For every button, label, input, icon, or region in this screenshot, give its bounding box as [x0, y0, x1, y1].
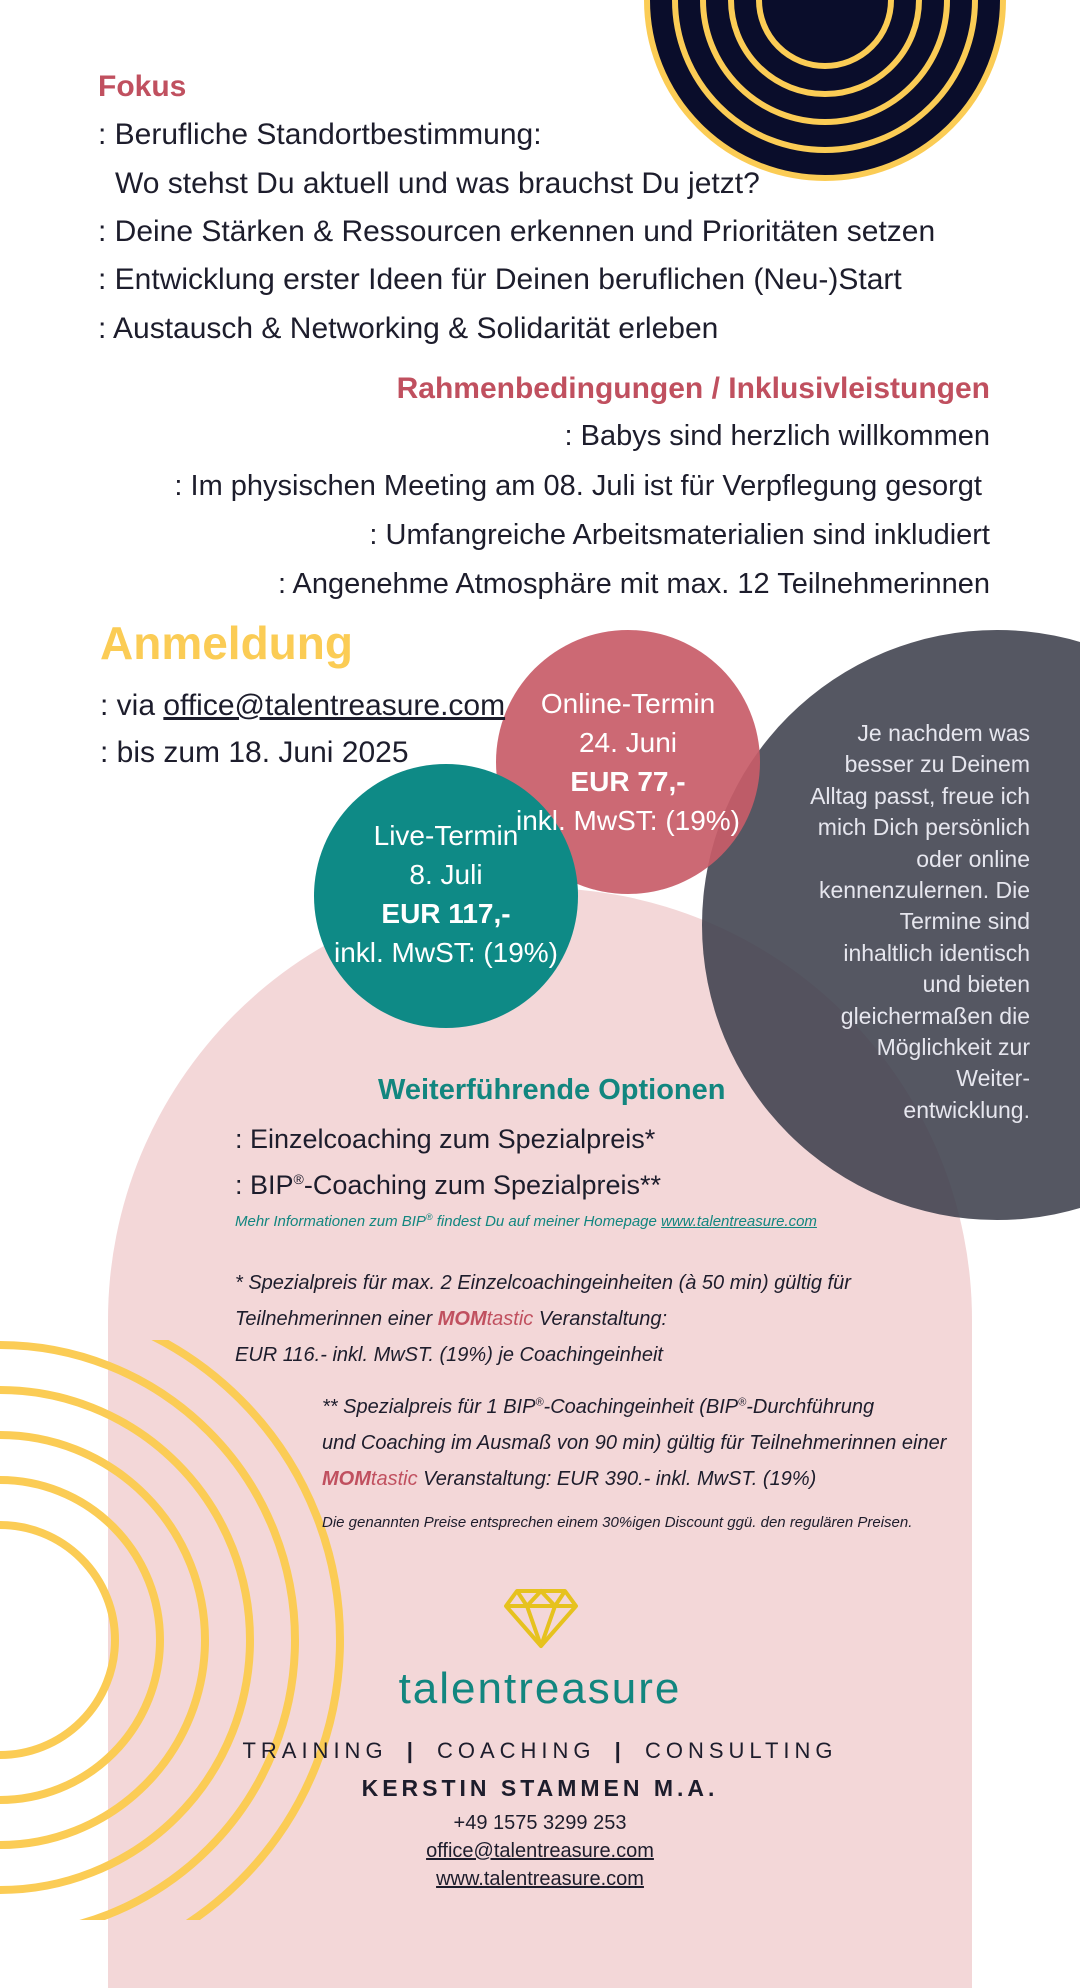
note2-line: und Coaching im Ausmaß von 90 min) gültig für Teilnehmerinnen einer — [322, 1432, 947, 1454]
note1-line — [235, 1308, 667, 1331]
homepage-link[interactable]: www.talentreasure.com — [661, 1213, 817, 1230]
brand-tastic: tastic — [370, 1468, 418, 1490]
brand-logo-text: talentreasure — [398, 1664, 682, 1713]
option-item: : Einzelcoaching zum Spezialpreis* — [235, 1124, 656, 1154]
side-text-line: oder online — [916, 845, 1030, 872]
rahmen-item: : Im physischen Meeting am 08. Juli ist für Verpflegung gesorgt — [174, 470, 982, 502]
anmeldung-email-link[interactable]: office@talentreasure.com — [163, 689, 506, 722]
side-text-line: mich Dich persönlich — [817, 814, 1030, 841]
footer-email-link[interactable]: office@talentreasure.com — [426, 1840, 654, 1862]
side-text-line: Alltag passt, freue ich — [810, 782, 1030, 809]
tagline-separator: | — [406, 1738, 418, 1763]
brand-mom: MOM — [322, 1468, 371, 1490]
note2-line — [322, 1396, 874, 1419]
side-text-line: inhaltlich identisch — [843, 939, 1030, 966]
note1-suffix: Veranstaltung: — [533, 1308, 668, 1330]
live-termin-title: Live-Termin — [373, 820, 519, 851]
note2-line — [322, 1468, 816, 1491]
side-text-line: Möglichkeit zur — [876, 1034, 1030, 1061]
info-middle: findest Du auf meiner Homepage — [432, 1213, 662, 1230]
side-text-line: kennenzulernen. Die — [819, 877, 1030, 904]
anmeldung-deadline: : bis zum 18. Juni 2025 — [100, 736, 409, 769]
registered-mark: ® — [425, 1212, 433, 1222]
fokus-item: : Austausch & Networking & Solidarität erleben — [98, 312, 719, 345]
rahmen-item: : Umfangreiche Arbeitsmaterialien sind inkludiert — [369, 519, 990, 551]
online-termin-price: EUR 77,- — [570, 766, 686, 797]
person-name: KERSTIN STAMMEN M.A. — [361, 1775, 719, 1801]
tagline-training: TRAINING — [242, 1738, 388, 1763]
side-text-line: entwicklung. — [903, 1096, 1030, 1123]
concentric-circles-top-right — [600, 0, 1080, 190]
rahmen-item: : Babys sind herzlich willkommen — [564, 420, 990, 452]
option-suffix: -Coaching zum Spezialpreis** — [303, 1170, 662, 1200]
brand-mom: MOM — [437, 1308, 487, 1330]
tagline — [0, 1738, 1080, 1764]
fokus-item: : Deine Stärken & Ressourcen erkennen und Prioritäten setzen — [98, 215, 936, 248]
brand-tastic: tastic — [486, 1308, 534, 1330]
anmeldung-heading: Anmeldung — [100, 617, 353, 669]
footer-email — [0, 1840, 1080, 1863]
side-text-line: Je nachdem was — [857, 720, 1030, 746]
online-termin-date: 24. Juni — [578, 727, 678, 758]
rahmen-heading: Rahmenbedingungen / Inklusivleistungen — [396, 372, 990, 405]
note2-part: -Durchführung — [746, 1396, 875, 1418]
diamond-logo-icon — [503, 1588, 579, 1650]
note2-part: ** Spezialpreis für 1 BIP — [322, 1396, 536, 1418]
option-item — [235, 1170, 661, 1201]
footer-web-link[interactable]: www.talentreasure.com — [436, 1868, 644, 1890]
tagline-consulting: CONSULTING — [644, 1738, 838, 1763]
side-text-line: Weiter- — [956, 1065, 1030, 1092]
fokus-item: Wo stehst Du aktuell und was brauchst Du jetzt? — [115, 167, 760, 200]
note2-suffix: Veranstaltung: EUR 390.- inkl. MwST. (19%) — [417, 1468, 817, 1490]
info-prefix: Mehr Informationen zum BIP — [235, 1213, 426, 1230]
side-text-line: Termine sind — [899, 908, 1030, 935]
rahmen-item: : Angenehme Atmosphäre mit max. 12 Teilnehmerinnen — [278, 568, 990, 600]
via-prefix: : via — [100, 689, 164, 722]
online-termin-tax: inkl. MwST: (19%) — [515, 805, 741, 836]
fokus-item: : Berufliche Standortbestimmung: — [98, 118, 542, 151]
live-termin-tax: inkl. MwST: (19%) — [333, 937, 559, 968]
registered-mark: ® — [535, 1396, 544, 1409]
note2-part: -Coachingeinheit (BIP — [543, 1396, 739, 1418]
options-heading: Weiterführende Optionen — [378, 1074, 726, 1106]
side-text-line: gleichermaßen die — [840, 1002, 1030, 1029]
side-text — [780, 718, 1030, 1126]
tagline-coaching: COACHING — [436, 1738, 596, 1763]
note1-line: EUR 116.- inkl. MwST. (19%) je Coachingeinheit — [235, 1344, 663, 1366]
side-text-line: besser zu Deinem — [844, 751, 1030, 778]
phone-number: +49 1575 3299 253 — [453, 1812, 627, 1834]
note1-line: * Spezialpreis für max. 2 Einzelcoachingeinheiten (à 50 min) gültig für — [235, 1272, 851, 1294]
registered-mark: ® — [293, 1171, 304, 1187]
option-prefix: : BIP — [235, 1170, 294, 1200]
anmeldung-via — [100, 689, 505, 723]
live-termin-date: 8. Juli — [409, 859, 483, 890]
fokus-item: : Entwicklung erster Ideen für Deinen beruflichen (Neu-)Start — [98, 263, 902, 296]
side-text-line: und bieten — [922, 971, 1030, 998]
options-info — [235, 1212, 817, 1230]
discount-note: Die genannten Preise entsprechen einem 30%igen Discount ggü. den regulären Preisen. — [322, 1514, 913, 1531]
live-termin-price: EUR 117,- — [381, 898, 511, 929]
registered-mark: ® — [738, 1396, 747, 1409]
tagline-separator: | — [614, 1738, 626, 1763]
online-termin-title: Online-Termin — [540, 688, 716, 719]
live-termin-text — [314, 816, 578, 972]
fokus-heading: Fokus — [98, 70, 187, 103]
note1-prefix: Teilnehmerinnen einer — [235, 1308, 438, 1330]
footer-web — [0, 1868, 1080, 1891]
